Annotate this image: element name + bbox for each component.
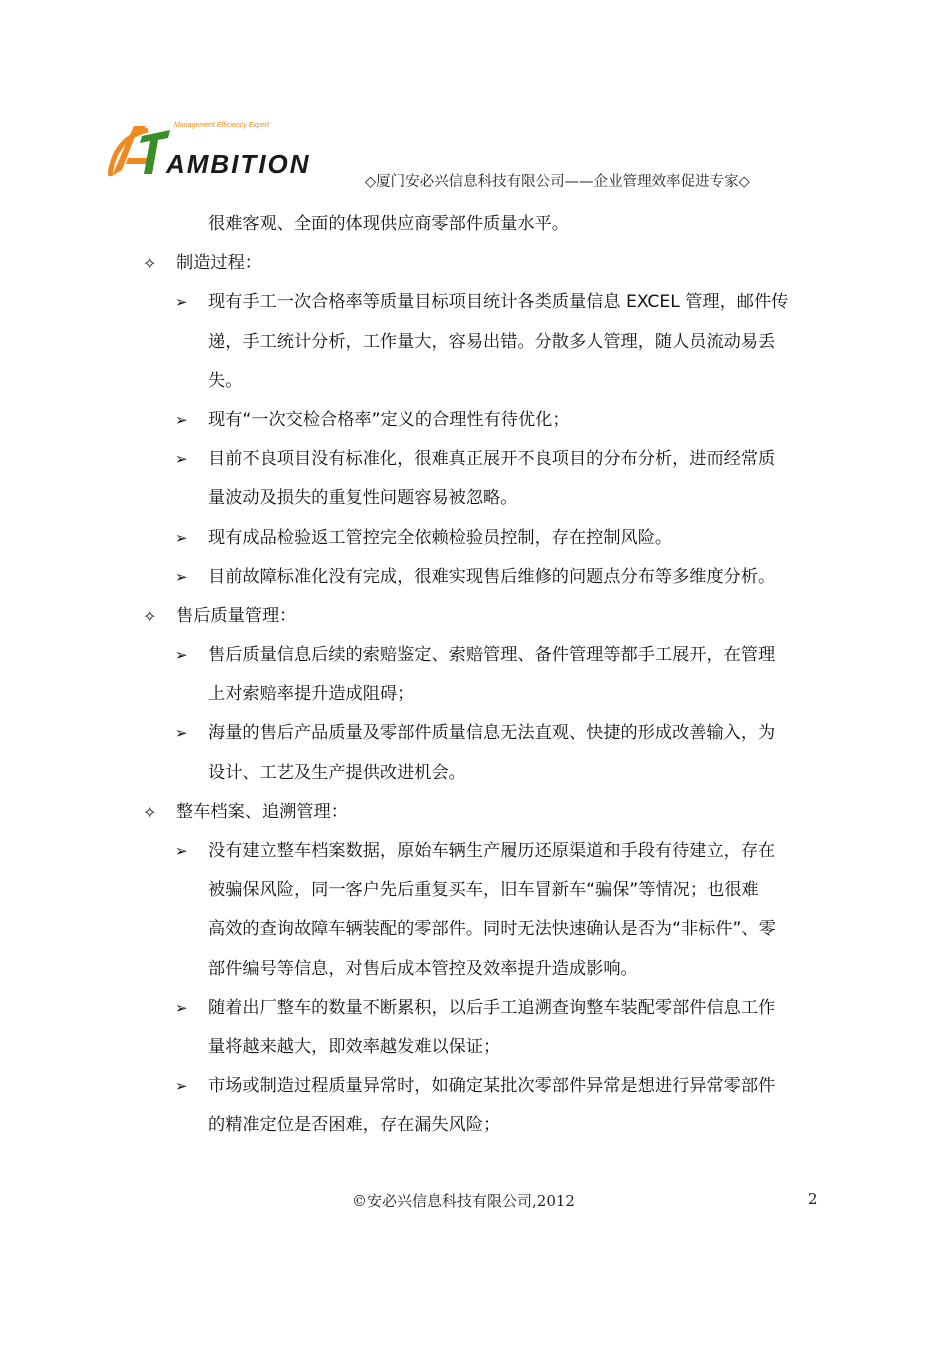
section-heading	[0, 597, 950, 636]
continuation-text: 被骗保风险，同一客户先后重复买车，旧车冒新车“骗保”等情况；也很难	[208, 880, 759, 901]
logo-tagline: Management Efficiency Expert	[174, 122, 269, 129]
arrow-bullet-icon: ➢	[175, 646, 188, 665]
section-heading-text: 制造过程：	[176, 253, 262, 274]
document-body	[0, 205, 950, 1146]
continuation-text: 很难客观、全面的体现供应商零部件质量水平。	[208, 214, 569, 234]
continuation-text: 设计、工艺及生产提供改进机会。	[208, 762, 466, 783]
bullet-item	[0, 283, 950, 322]
diamond-bullet-icon: ✧	[143, 254, 157, 274]
continuation-line	[0, 871, 950, 910]
ambition-logo-graphic	[108, 118, 338, 186]
diamond-bullet-icon: ✧	[143, 606, 157, 626]
bullet-item	[0, 558, 950, 597]
continuation-text: 量将越来越大，即效率越发难以保证；	[208, 1036, 501, 1057]
diamond-bullet-icon: ✧	[143, 802, 157, 822]
bullet-item-text: 售后质量信息后续的索赔鉴定、索赔管理、备件管理等都手工展开，在管理	[208, 645, 776, 666]
arrow-bullet-icon: ➢	[175, 410, 188, 429]
arrow-bullet-icon: ➢	[175, 293, 188, 312]
continuation-line	[0, 205, 950, 244]
bullet-item-text: 海量的售后产品质量及零部件质量信息无法直观、快捷的形成改善输入，为	[208, 723, 776, 744]
section-heading	[0, 793, 950, 832]
page-number: 2	[808, 1190, 818, 1208]
continuation-line	[0, 675, 950, 714]
continuation-line	[0, 950, 950, 989]
bullet-item	[0, 440, 950, 479]
continuation-line	[0, 362, 950, 401]
continuation-line	[0, 479, 950, 518]
section-heading	[0, 244, 950, 283]
arrow-bullet-icon: ➢	[175, 842, 188, 860]
continuation-text: 部件编号等信息，对售后成本管控及效率提升造成影响。	[208, 958, 638, 979]
continuation-text: 的精准定位是否困难，存在漏失风险；	[208, 1115, 501, 1136]
continuation-line	[0, 1028, 950, 1067]
bullet-item	[0, 636, 950, 675]
logo-wordmark: AMBITION	[166, 149, 311, 179]
continuation-line	[0, 910, 950, 949]
arrow-bullet-icon: ➢	[175, 528, 188, 547]
bullet-item-text: 目前故障标准化没有完成，很难实现售后维修的问题点分布等多维度分析。	[208, 566, 776, 587]
arrow-bullet-icon: ➢	[175, 998, 188, 1017]
section-heading-text: 整车档案、追溯管理：	[176, 801, 348, 822]
bullet-item-text: 现有成品检验返工管控完全依赖检验员控制，存在控制风险。	[208, 527, 673, 548]
bullet-item	[0, 401, 950, 440]
continuation-text: 高效的查询故障车辆装配的零部件。同时无法快速确认是否为“非标件”、零	[208, 919, 776, 940]
bullet-item-text: 随着出厂整车的数量不断累积，以后手工追溯查询整车装配零部件信息工作	[208, 997, 776, 1018]
bullet-item-text: 现有手工一次合格率等质量目标项目统计各类质量信息 EXCEL 管理，邮件传	[208, 292, 789, 313]
continuation-text: 上对索赔率提升造成阻碍；	[208, 684, 415, 705]
continuation-line	[0, 323, 950, 362]
continuation-line	[0, 1106, 950, 1145]
bullet-item-text: 市场或制造过程质量异常时，如确定某批次零部件异常是想进行异常零部件	[208, 1076, 776, 1097]
arrow-bullet-icon: ➢	[175, 450, 188, 469]
bullet-item	[0, 832, 950, 871]
arrow-bullet-icon: ➢	[175, 724, 188, 743]
bullet-item	[0, 989, 950, 1028]
section-heading-text: 售后质量管理：	[176, 605, 297, 626]
footer-copyright: ©安必兴信息科技有限公司,2012	[352, 1192, 575, 1210]
continuation-text: 失。	[208, 370, 243, 391]
bullet-item	[0, 1067, 950, 1106]
bullet-item	[0, 714, 950, 753]
continuation-text: 递，手工统计分析，工作量大，容易出错。分散多人管理，随人员流动易丢	[208, 331, 776, 352]
continuation-line	[0, 754, 950, 793]
bullet-item-text: 目前不良项目没有标准化，很难真正展开不良项目的分布分析，进而经常质	[208, 449, 776, 470]
bullet-item	[0, 519, 950, 558]
bullet-item-text: 没有建立整车档案数据，原始车辆生产履历还原渠道和手段有待建立，存在	[208, 841, 776, 861]
company-tagline: ◇厦门安必兴信息科技有限公司——企业管理效率促进专家◇	[365, 174, 750, 190]
continuation-text: 量波动及损失的重复性问题容易被忽略。	[208, 488, 518, 509]
company-logo	[108, 118, 338, 186]
arrow-bullet-icon: ➢	[175, 1077, 188, 1096]
arrow-bullet-icon: ➢	[175, 567, 188, 586]
bullet-item-text: 现有“一次交检合格率”定义的合理性有待优化；	[208, 409, 570, 430]
